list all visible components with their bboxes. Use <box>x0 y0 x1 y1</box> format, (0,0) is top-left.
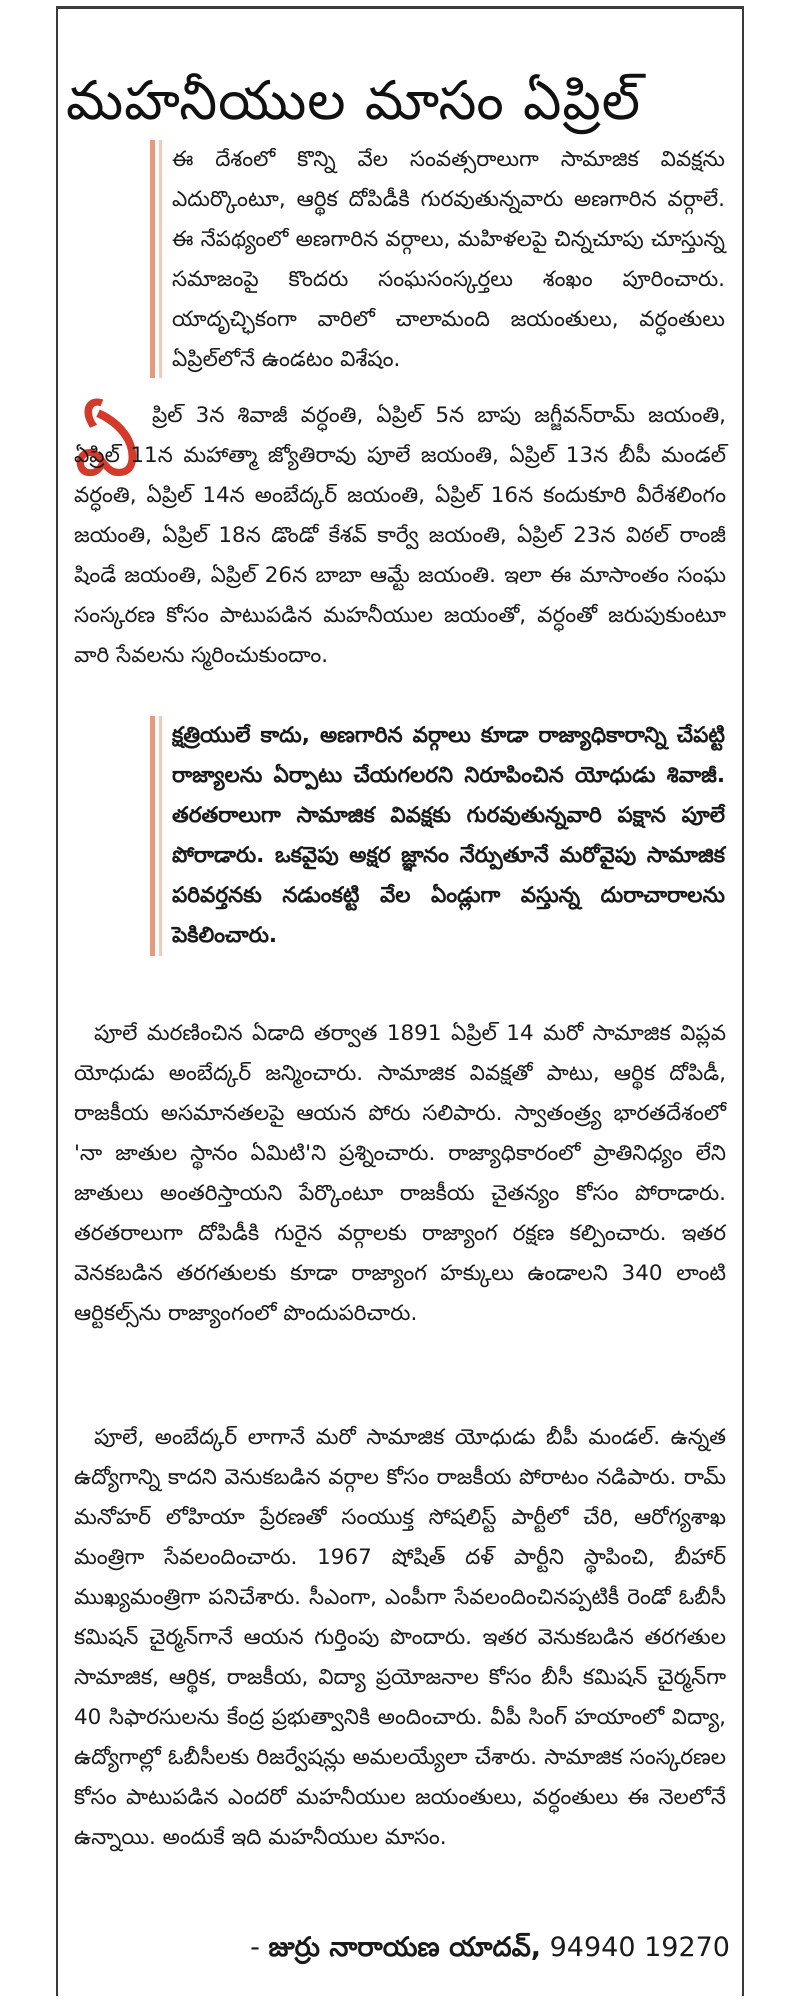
pull-quote-block <box>150 716 725 956</box>
byline <box>140 1930 730 1966</box>
pull-quote-accent-bar <box>150 716 155 956</box>
dates-paragraph: ప్రిల్ 3న శివాజీ వర్ధంతి, ఏప్రిల్ 5న బాపు జగ్జీవన్‌రామ్ జయంతి, ఏప్రిల్ 11న మహాత్మా జ్యోతిరావు పూలే జయంతి, ఏప్రిల్ 13న బీపీ మండల్ వర్ధంతి, ఏప్రిల్ 14న అంబేద్కర్ జయంతి, ఏప్రిల్ 16న కందుకూరి వీరేశలింగం జయంతి, ఏప్రిల్ 18న డొండో కేశవ్ కార్వే జయంతి, ఏప్రిల్ 23న విఠల్ రాంజీ షిండే జయంతి, ఏప్రిల్ 26న బాబా ఆమ్టే జయంతి. ఇలా ఈ మాసాంతం సంఘ సంస్కరణ కోసం పాటుపడిన మహనీయుల జయంతో, వర్ధంతో జరుపుకుంటూ వారి సేవలను స్మరించుకుందాం. <box>74 403 726 668</box>
mandal-paragraph: పూలే, అంబేద్కర్ లాగానే మరో సామాజిక యోధుడు బీపీ మండల్. ఉన్నత ఉద్యోగాన్ని కాదని వెనుకబడిన వర్గాల కోసం రాజకీయ పోరాటం నడిపారు. రామ్ మనోహర్ లోహియా ప్రేరణతో సంయుక్త సోషలిస్ట్ పార్టీలో చేరి, ఆరోగ్యశాఖ మంత్రిగా సేవలందించారు. 1967 షోషిత్ దళ్ పార్టీని స్థాపించి, బీహార్ ముఖ్యమంత్రిగా పనిచేశారు. సీఎంగా, ఎంపీగా సేవలందించినప్పటికీ రెండో ఓబీసీ కమిషన్ చైర్మన్‌గానే ఆయన గుర్తింపు పొందారు. ఇతర వెనుకబడిన తరగతుల సామాజిక, ఆర్థిక, రాజకీయ, విద్యా ప్రయోజనాల కోసం బీసీ కమిషన్ చైర్మన్‌గా 40 సిఫారసులను కేంద్ర ప్రభుత్వానికి అందించారు. వీపీ సింగ్ హయాంలో విద్యా, ఉద్యోగాల్లో ఓబీసీలకు రిజర్వేషన్లు అమలయ్యేలా చేశారు. సామాజిక సంస్కరణల కోసం పాటుపడిన ఎందరో మహనీయుల జయంతులు, వర్ధంతులు ఈ నెలలోనే ఉన్నాయి. అందుకే ఇది మహనీయుల మాసం. <box>74 1425 726 1850</box>
intro-block <box>150 140 725 378</box>
pull-quote-accent-bar-secondary <box>159 716 162 956</box>
byline-dash: - <box>250 1932 260 1963</box>
ambedkar-paragraph: పూలే మరణించిన ఏడాది తర్వాత 1891 ఏప్రిల్ 14 మరో సామాజిక విప్లవ యోధుడు అంబేద్కర్ జన్మించారు. సామాజిక వివక్షతో పాటు, ఆర్థిక దోపిడీ, రాజకీయ అసమానతలపై ఆయన పోరు సలిపారు. స్వాతంత్ర్య భారతదేశంలో 'నా జాతుల స్థానం ఏమిటి'ని ప్రశ్నించారు. రాజ్యాధికారంలో ప్రాతినిధ్యం లేని జాతులు అంతరిస్తాయని పేర్కొంటూ రాజకీయ చైతన్యం కోసం పోరాడారు. తరతరాలుగా దోపిడీకి గురైన వర్గాలకు రాజ్యాంగ రక్షణ కల్పించారు. ఇతర వెనకబడిన తరగతులకు కూడా రాజ్యాంగ హక్కులు ఉండాలని 340 లాంటి ఆర్టికల్స్‌ను రాజ్యాంగంలో పొందుపరిచారు. <box>74 1021 726 1326</box>
column-left-rule <box>56 6 58 1996</box>
article-headline: మహనీయుల మాసం ఏప్రిల్ <box>66 69 642 133</box>
author-phone: 94940 19270 <box>549 1932 730 1963</box>
column-top-rule <box>56 6 744 9</box>
intro-paragraph: ఈ దేశంలో కొన్ని వేల సంవత్సరాలుగా సామాజిక వివక్షను ఎదుర్కొంటూ, ఆర్థిక దోపిడీకి గురవుతున్నవారు అణగారిన వర్గాలే. ఈ నేపథ్యంలో అణగారిన వర్గాలు, మహిళలపై చిన్నచూపు చూస్తున్న సమాజంపై కొందరు సంఘసంస్కర్తలు శంఖం పూరించారు. యాదృచ్ఛికంగా వారిలో చాలామంది జయంతులు, వర్ధంతులు ఏప్రిల్‌లోనే ఉండటం విశేషం. <box>172 147 725 372</box>
intro-accent-bar-secondary <box>159 140 162 378</box>
pull-quote-text: క్షత్రియులే కాదు, అణగారిన వర్గాలు కూడా రాజ్యాధికారాన్ని చేపట్టి రాజ్యాలను ఏర్పాటు చేయగలరని నిరూపించిన యోధుడు శివాజీ. తరతరాలుగా సామాజిక వివక్షకు గురవుతున్నవారి పక్షాన పూలే పోరాడారు. ఒకవైపు అక్షర జ్ఞానం నేర్పుతూనే మరోవైపు సామాజిక పరివర్తనకు నడుంకట్టి వేల ఏండ్లుగా వస్తున్న దురాచారాలను పెకిలించారు. <box>172 723 725 948</box>
drop-cap: ఏ <box>74 390 140 497</box>
author-name: జుర్రు నారాయణ యాదవ్, <box>268 1932 542 1963</box>
intro-accent-bar <box>150 140 155 378</box>
column-right-rule <box>742 6 744 1996</box>
